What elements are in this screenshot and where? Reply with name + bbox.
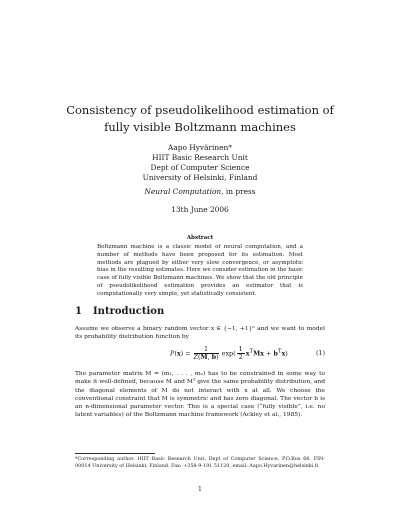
page-number: 1 [198,486,202,493]
section-title: Introduction [93,306,165,317]
equation-1 [75,344,325,362]
journal-line [60,187,340,197]
intro-paragraph-2: The parameter matrix M = (m₁, . . . , mₙ) has to be constrained in some way to make it well-defined, because M and Mᵀ give the same probability distribution, and the diagonal elements of M do not interact with x at all. We choose the conventional constraint that M is symmetric and has zero diagonal. The vector b is an n-dimensional parameter vector. This is a special case (“fully visible”, i.e. no latent variables) of the Boltzmann machine framework (Ackley et al., 1985). [75,371,325,419]
author-block [60,143,340,183]
section-heading [75,306,164,317]
author-name: Aapo Hyvärinen* [168,143,232,152]
equation-fraction: $\frac{1}{Z(M, b)}$ [193,345,219,361]
footnote-rule [75,453,155,454]
title-line-2: fully visible Boltzmann machines [104,120,296,134]
abstract-text: Boltzmann machine is a classic model of neural computation, and a number of methods have been proposed for its estimation. Most methods are plagued by either very slow convergence, or asymptotic bias in the resulting estimates. Here we consider estimation in the basic case of fully visible Boltzmann machines. We show that the old principle of pseudolikelihood estimation provides an estimator that is computationally very simple, yet statistically consistent. [97,244,303,297]
paper-date: 13th June 2006 [171,205,229,214]
paper-title [40,102,360,136]
journal-name: Neural Computation [144,187,222,196]
affiliation-line-3: University of Helsinki, Finland [142,173,258,182]
affiliation-line-1: HIIT Basic Research Unit [152,153,248,162]
journal-status: , in press [221,187,256,196]
equation-number: (1) [315,349,325,357]
abstract-heading: Abstract [186,235,214,241]
equation-half: $\frac{1}{2}$ [238,345,243,361]
equation-body: P(x) = $\frac{1}{Z(M, b)}$ exp( $\frac{1}{2}$ $x^TMx + b^Tx$) [170,345,288,361]
affiliation-line-2: Dept of Computer Science [150,163,250,172]
title-line-1: Consistency of pseudolikelihood estimation of [66,103,334,117]
section-number: 1 [75,306,82,317]
intro-paragraph-1: Assume we observe a binary random vector x ∈ {−1, +1}ⁿ and we want to model its probability distribution function by [75,326,325,341]
footnote: *Corresponding author. HIIT Basic Research Unit, Dept of Computer Science, P.O.Box 68, FIN-00014 University of Helsinki, Finland. Fax: +358-9-191 51120, email: Aapo.Hyvarinen@helsinki.fi [75,456,325,469]
